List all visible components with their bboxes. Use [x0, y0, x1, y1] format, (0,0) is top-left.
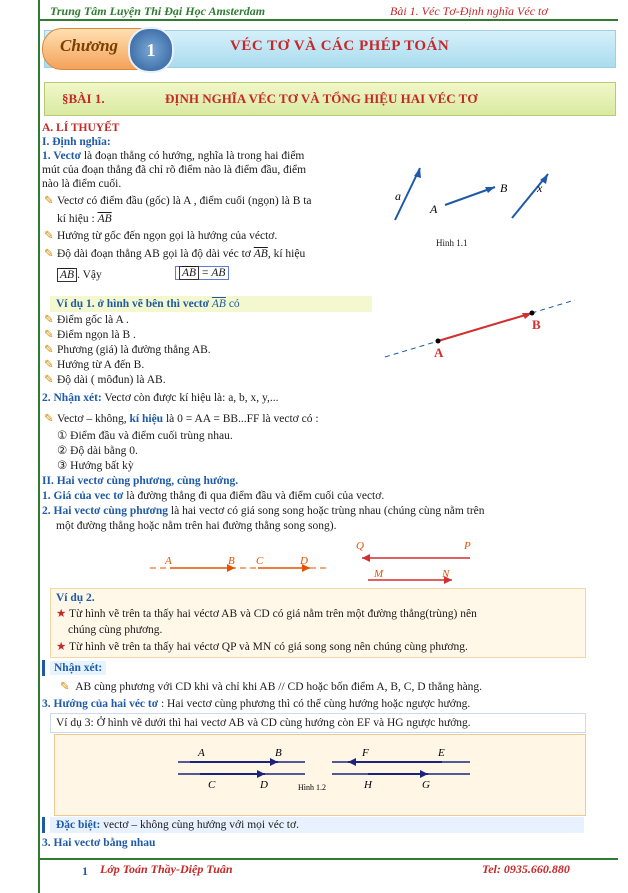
vector-ab-symbol: $\overline{AB}$ [253, 248, 268, 260]
chapter-title: VÉC TƠ VÀ CÁC PHÉP TOÁN [230, 38, 450, 54]
label-A: A [434, 345, 444, 360]
label-a: a [395, 189, 401, 203]
remark-2-label: 2. Nhận xét: [42, 392, 102, 404]
lesson-title: ĐỊNH NGHĨA VÉC TƠ VÀ TỔNG HIỆU HAI VÉC TƠ [165, 91, 478, 106]
label-C: C [208, 779, 216, 791]
length-formula [175, 266, 229, 280]
label-M: M [374, 568, 384, 580]
footer-right: Tel: 0935.660.880 [482, 862, 570, 876]
remark-3-bar [42, 660, 45, 676]
label-B: B [500, 181, 508, 195]
figure-1-2 [170, 740, 480, 800]
chapter-number: 1 [128, 27, 174, 73]
left-margin-rule [38, 0, 40, 893]
vector-ab-symbol: $\overline{AB}$ [211, 298, 226, 310]
example-1-item: ✎ Hướng từ A đến B. [44, 359, 145, 371]
header-rule [38, 19, 618, 21]
label-B: B [275, 747, 282, 759]
bullet-3-vay: . Vậy [77, 269, 102, 281]
section-2-heading: II. Hai vectơ cùng phương, cùng hướng. [42, 475, 239, 487]
label-D: D [300, 555, 308, 567]
def1-text1: là đoạn thẳng có hướng, nghĩa là trong hai điểm [80, 150, 305, 162]
special-bar [42, 817, 45, 833]
pencil-icon: ✎ [44, 230, 54, 242]
label-B: B [228, 555, 235, 567]
bullet-1-text: Vectơ có điểm đầu (gốc) là A , điểm cuối (ngọn) là B ta [57, 195, 312, 207]
section-1-heading: I. Định nghĩa: [42, 136, 111, 148]
def1-label: 1. Vectơ [42, 150, 81, 162]
zero-vector-a: Vectơ – không, [57, 413, 127, 425]
bullet-2-text: Hướng từ gốc đến ngọn gọi là hướng của véctơ. [57, 230, 278, 242]
example-1-text: Ví dụ 1. ở hình vẽ bên thì vectơ [56, 298, 209, 310]
example-2-line2: ★ Từ hình vẽ trên ta thấy hai véctơ QP và MN có giá song song nên chúng cùng phương. [56, 641, 468, 653]
example-2-title: Ví dụ 2. [56, 592, 95, 604]
label-A: A [430, 202, 438, 216]
example-1-line [56, 297, 240, 311]
page-number: 1 [82, 864, 88, 878]
remark-3-text: ✎ AB cùng phương với CD khi và chỉ khi AB // CD hoặc bốn điểm A, B, C, D thẳng hàng. [60, 681, 483, 693]
label-C: C [256, 555, 264, 567]
bullet-3-line1 [44, 247, 305, 261]
pencil-icon: ✎ [44, 248, 54, 260]
header-left: Trung Tâm Luyện Thi Đại Học Amsterdam [50, 4, 266, 18]
zero-item: ① Điểm đầu và điểm cuối trùng nhau. [57, 430, 233, 442]
length-formula-box: $\overline{AB}$ = AB [175, 266, 229, 280]
para-4-heading: 3. Hai vectơ bằng nhau [42, 837, 156, 849]
vector-ab-symbol: $\overline{AB}$ [97, 213, 112, 225]
zero-vector-line [44, 412, 319, 426]
example-2-line1b: chúng cùng phương. [68, 624, 163, 636]
star-icon: ★ [56, 608, 69, 620]
label-A: A [198, 747, 205, 759]
label-x: x [537, 181, 543, 195]
label-P: P [464, 540, 471, 552]
para-3: 3. Hướng của hai véc tơ : Hai vectơ cùng phương thì có thể cùng hướng hoặc ngược hướng. [42, 698, 471, 710]
example-3-text: Ví dụ 3: Ở hình vẽ dưới thì hai vectơ AB và CD cùng hướng còn EF và HG ngược hướng. [56, 717, 471, 729]
pencil-icon: ✎ [44, 374, 54, 386]
pencil-icon: ✎ [60, 681, 70, 693]
pencil-icon: ✎ [44, 344, 54, 356]
zero-vector-c: là 0 = AA = BB...FF là vectơ có : [163, 413, 319, 425]
header-right: Bài 1. Véc Tơ-Định nghĩa Véc tơ [390, 4, 548, 18]
figure-1-1-caption: Hình 1.1 [436, 238, 468, 248]
example-1-item: ✎ Phương (giá) là đường thẳng AB. [44, 344, 211, 356]
label-N: N [442, 568, 450, 580]
special-note: Đặc biệt: vectơ – không cùng hướng với mọi véc tơ. [56, 819, 299, 831]
pencil-icon: ✎ [44, 413, 54, 425]
section-a-heading: A. LÍ THUYẾT [42, 122, 120, 134]
label-H: H [364, 779, 372, 791]
bullet-1-line2 [57, 212, 112, 226]
figure-vector-ab [380, 295, 580, 375]
zero-item: ③ Hướng bất kỳ [57, 460, 134, 472]
label-Q: Q [356, 540, 364, 552]
figure-collinear [140, 540, 480, 590]
bullet-3-line2 [57, 268, 102, 282]
label-D: D [260, 779, 268, 791]
zero-item: ② Độ dài bằng 0. [57, 445, 138, 457]
para-1: 1. Giá của vec tơ là đường thẳng đi qua điểm đầu và điểm cuối của vectơ. [42, 490, 385, 502]
def1-line1 [42, 149, 304, 163]
example-1-item: ✎ Điểm gốc là A . [44, 314, 129, 326]
example-1-item: ✎ Độ dài ( môđun) là AB. [44, 374, 166, 386]
figure-1-2-caption: Hình 1.2 [298, 783, 326, 792]
bullet-3-text-b: , kí hiệu [267, 248, 306, 260]
label-F: F [362, 747, 369, 759]
example-1-end: có [228, 298, 240, 310]
abs-ab-symbol: $\overline{AB}$ [57, 268, 77, 282]
footer-rule [38, 858, 618, 860]
label-A: A [165, 555, 172, 567]
pencil-icon: ✎ [44, 314, 54, 326]
remark-2 [42, 391, 279, 405]
label-E: E [438, 747, 445, 759]
pencil-icon: ✎ [44, 329, 54, 341]
lesson-number: §BÀI 1. [62, 91, 105, 106]
def1-line2: mút của đoạn thẳng đã chỉ rõ điểm nào là điểm đầu, điểm [42, 164, 307, 176]
pencil-icon: ✎ [44, 195, 54, 207]
footer-left: Lớp Toán Thầy-Diệp Tuân [100, 862, 233, 876]
zero-vector-b: kí hiệu [126, 413, 164, 425]
label-G: G [422, 779, 430, 791]
example-2-line1: ★ Từ hình vẽ trên ta thấy hai véctơ AB và CD có giá nằm trên một đường thẳng(trùng) nên [56, 608, 477, 620]
bullet-3-text: Độ dài đoạn thẳng AB gọi là độ dài véc tơ [57, 248, 251, 260]
figure-1-1 [390, 160, 570, 250]
remark-2-text: Vectơ còn được kí hiệu là: a, b, x, y,... [101, 392, 279, 404]
bullet-1-line1 [44, 194, 312, 208]
remark-3-label: Nhận xét: [50, 661, 106, 675]
para-2-cont: một đường thẳng hoặc nằm trên hai đường thẳng song song). [56, 520, 337, 532]
chapter-word: Chương [60, 36, 119, 55]
def1-line3: nào là điểm cuối. [42, 178, 122, 190]
pencil-icon: ✎ [44, 359, 54, 371]
label-B: B [532, 317, 541, 332]
para-2: 2. Hai vectơ cùng phương là hai vectơ có giá song song hoặc trùng nhau (chúng cùng nằm trên [42, 505, 485, 517]
example-1-item: ✎ Điểm ngọn là B . [44, 329, 136, 341]
bullet-1-kihieu: kí hiệu : [57, 213, 95, 225]
star-icon: ★ [56, 641, 69, 653]
bullet-2 [44, 229, 277, 243]
